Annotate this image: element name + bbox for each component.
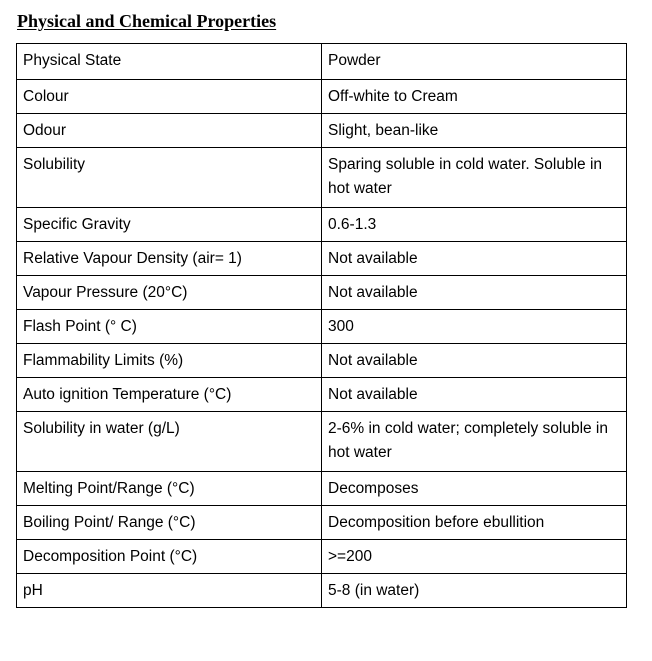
property-label: Solubility in water (g/L) [17,412,322,472]
properties-table [16,43,627,608]
property-label: Melting Point/Range (°C) [17,472,322,506]
property-label: Auto ignition Temperature (°C) [17,378,322,412]
property-label: Flash Point (° C) [17,310,322,344]
property-label: Flammability Limits (%) [17,344,322,378]
property-value: Powder [322,44,627,80]
property-value: Decomposition before ebullition [322,506,627,540]
property-label: pH [17,574,322,608]
property-value: Off-white to Cream [322,80,627,114]
table-row [17,310,627,344]
property-value: Not available [322,276,627,310]
property-value: Not available [322,378,627,412]
table-row [17,506,627,540]
property-value: Not available [322,344,627,378]
property-label: Specific Gravity [17,208,322,242]
property-label: Boiling Point/ Range (°C) [17,506,322,540]
property-label: Odour [17,114,322,148]
table-row [17,148,627,208]
property-label: Decomposition Point (°C) [17,540,322,574]
property-value: 300 [322,310,627,344]
property-value: Sparing soluble in cold water. Soluble in hot water [322,148,627,208]
section-heading: Physical and Chemical Properties [17,11,277,31]
property-value: 0.6-1.3 [322,208,627,242]
property-label: Vapour Pressure (20°C) [17,276,322,310]
property-label: Solubility [17,148,322,208]
property-value: 2-6% in cold water; completely soluble in hot water [322,412,627,472]
table-row [17,242,627,276]
table-row [17,540,627,574]
table-row [17,344,627,378]
table-row [17,574,627,608]
table-row [17,80,627,114]
table-row [17,472,627,506]
property-value: Slight, bean-like [322,114,627,148]
property-label: Colour [17,80,322,114]
table-row [17,208,627,242]
property-value: 5-8 (in water) [322,574,627,608]
property-label: Relative Vapour Density (air= 1) [17,242,322,276]
table-row [17,276,627,310]
table-row [17,412,627,472]
property-label: Physical State [17,44,322,80]
property-value: >=200 [322,540,627,574]
property-value: Decomposes [322,472,627,506]
table-row [17,378,627,412]
table-row [17,44,627,80]
table-row [17,114,627,148]
property-value: Not available [322,242,627,276]
